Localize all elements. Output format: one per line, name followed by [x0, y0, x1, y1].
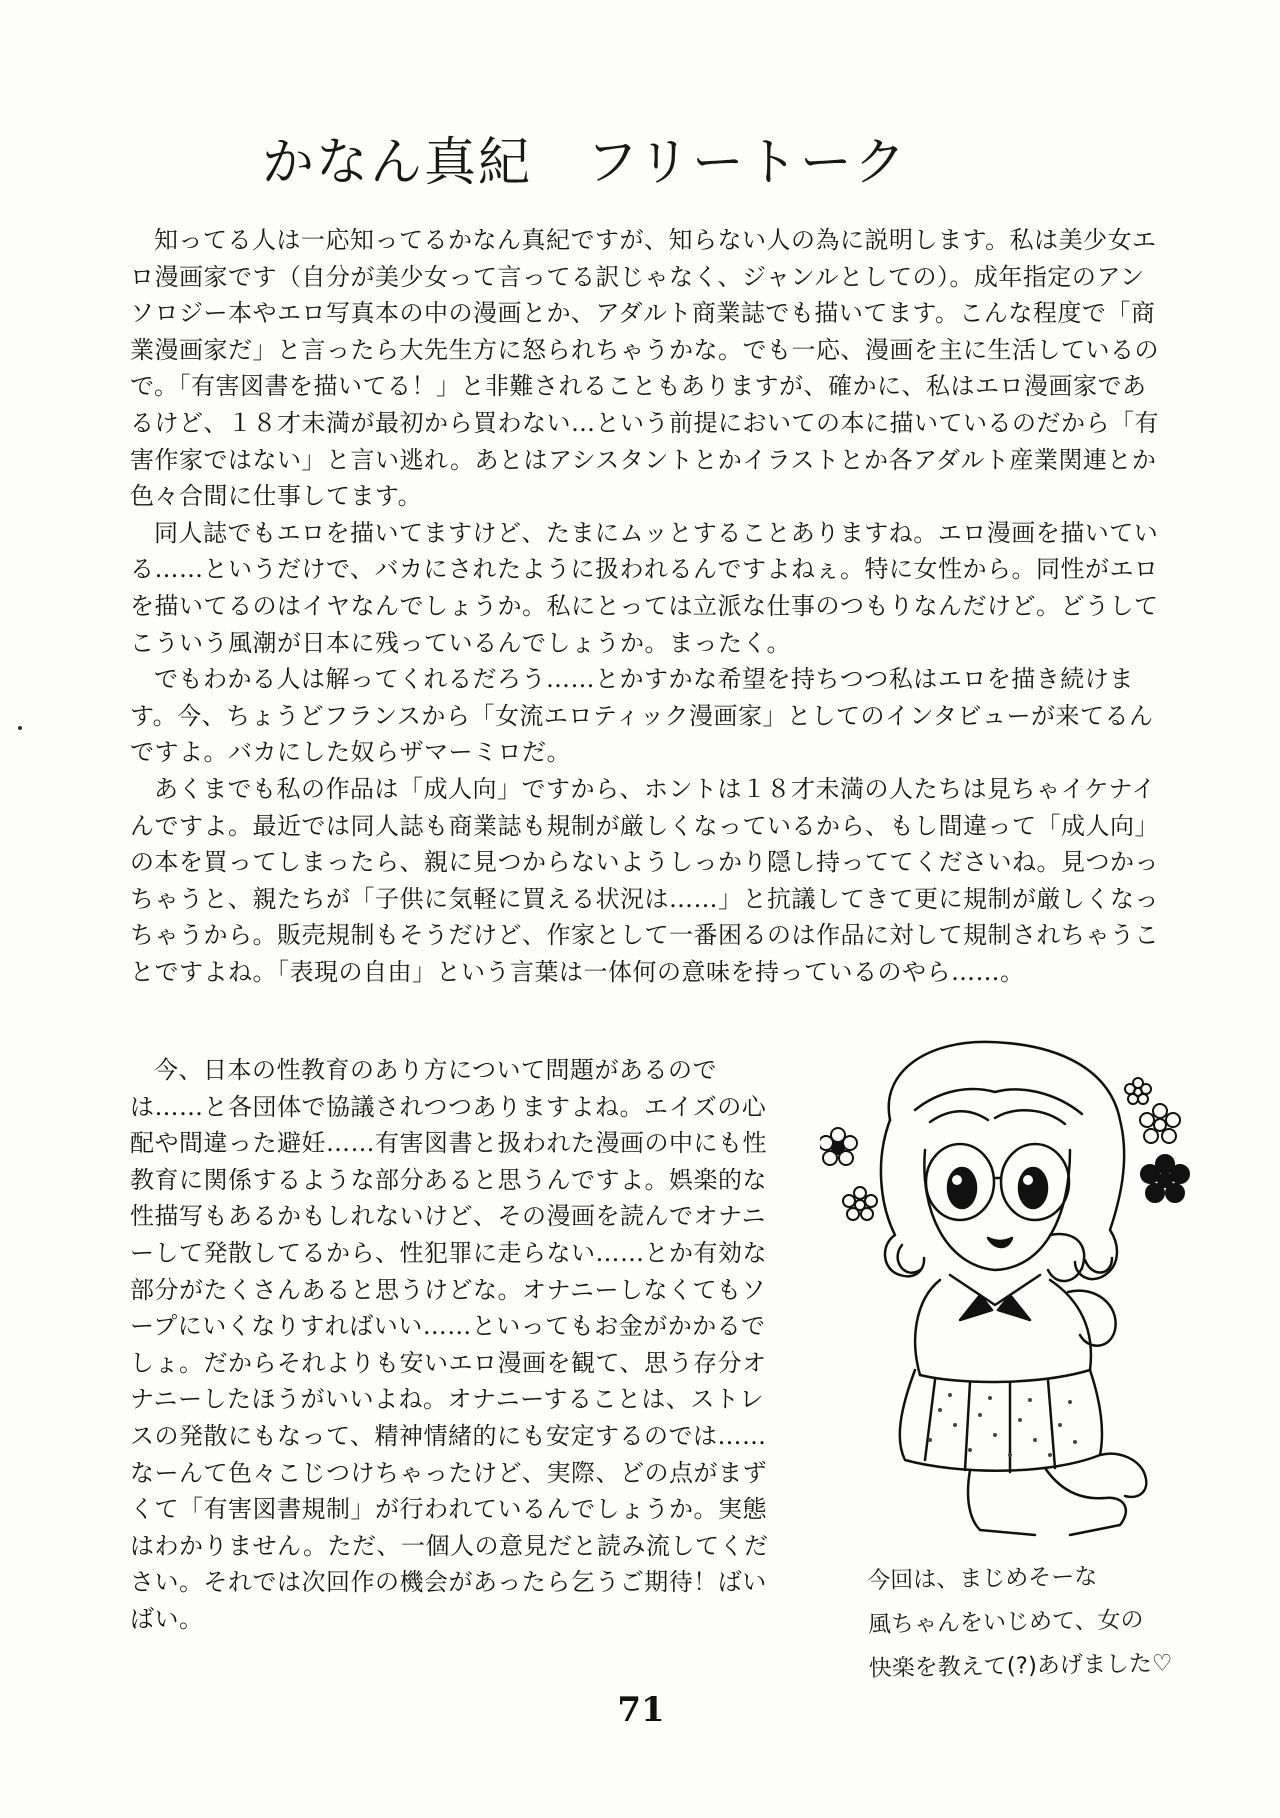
illustration-drawing [820, 1030, 1200, 1550]
illustration-caption [867, 1553, 1209, 1691]
page-title: かなん真紀 フリートーク [262, 133, 908, 193]
chibi-girl-illustration [820, 1030, 1200, 1550]
scan-speck [18, 726, 22, 730]
side-paragraph-column [130, 1052, 770, 1638]
caption-line-3: 快楽を教えて(?)あげました♡ [868, 1650, 1173, 1682]
body-text [130, 222, 1160, 990]
caption-line-2: 風ちゃんをいじめて、女の [867, 1607, 1144, 1638]
paragraph-1: 知ってる人は一応知ってるかなん真紀ですが、知らない人の為に説明します。私は美少女エロ漫画家です（自分が美少女って言ってる訳じゃなく、ジャンルとしての）。成年指定のアンソロジー本やエロ写真本の中の漫画とか、アダルト商業誌でも描いてます。こんな程度で「商業漫画家だ」と言ったら大先生方に怒られちゃうかな。でも一応、漫画を主に生活しているので。「有害図書を描いてる！」と非難されることもありますが、確かに、私はエロ漫画家であるけど、１８才未満が最初から買わない…という前提においての本に描いているのだから「有害作家ではない」と言い逃れ。あとはアシスタントとかイラストとか各アダルト産業関連とか色々合間に仕事してます。 [130, 226, 1159, 511]
caption-line-1: 今回は、まじめそーな [867, 1563, 1098, 1594]
paragraph-3: でもわかる人は解ってくれるだろう……とかすかな希望を持ちつつ私はエロを描き続けます。今、ちょうどフランスから「女流エロティック漫画家」としてのインタビューが来てるんですよ。バカにした奴らザマーミロだ。 [130, 665, 1154, 767]
page-number: 71 [617, 1690, 665, 1730]
paragraph-4: あくまでも私の作品は「成人向」ですから、ホントは１８才未満の人たちは見ちゃイケナイんですよ。最近では同人誌も商業誌も規制が厳しくなっているから、もし間違って「成人向」の本を買ってしまったら、親に見つからないようしっかり隠し持っててくださいね。見つかっちゃうと、親たちが「子供に気軽に買える状況は……」と抗議してきて更に規制が厳しくなっちゃうから。販売規制もそうだけど、作家として一番困るのは作品に対して規制されちゃうことですよね。「表現の自由」という言葉は一体何の意味を持っているのやら……。 [130, 774, 1159, 986]
paragraph-5: 今、日本の性教育のあり方について問題があるのでは……と各団体で協議されつつありますよね。エイズの心配や間違った避妊……有害図書と扱われた漫画の中にも性教育に関係するような部分あると思うんですよ。娯楽的な性描写もあるかもしれないけど、その漫画を読んでオナニーして発散してるから、性犯罪に走らない……とか有効な部分がたくさんあると思うけどな。オナニーしなくてもソープにいくなりすればいい……といってもお金がかかるでしょ。だからそれよりも安いエロ漫画を観て、思う存分オナニーしたほうがいいよね。オナニーすることは、ストレスの発散にもなって、精神情緒的にも安定するのでは……なーんて色々こじつけちゃったけど、実際、どの点がまずくて「有害図書規制」が行われているんでしょうか。実態はわかりません。ただ、一個人の意見だと読み流してください。それでは次回作の機会があったら乞うご期待！ばいばい。 [130, 1056, 769, 1633]
paragraph-2: 同人誌でもエロを描いてますけど、たまにムッとすることありますね。エロ漫画を描いている……というだけで、バカにされたように扱われるんですよねぇ。特に女性から。同性がエロを描いてるのはイヤなんでしょうか。私にとっては立派な仕事のつもりなんだけど。どうしてこういう風潮が日本に残っているんでしょうか。まったく。 [130, 518, 1159, 657]
